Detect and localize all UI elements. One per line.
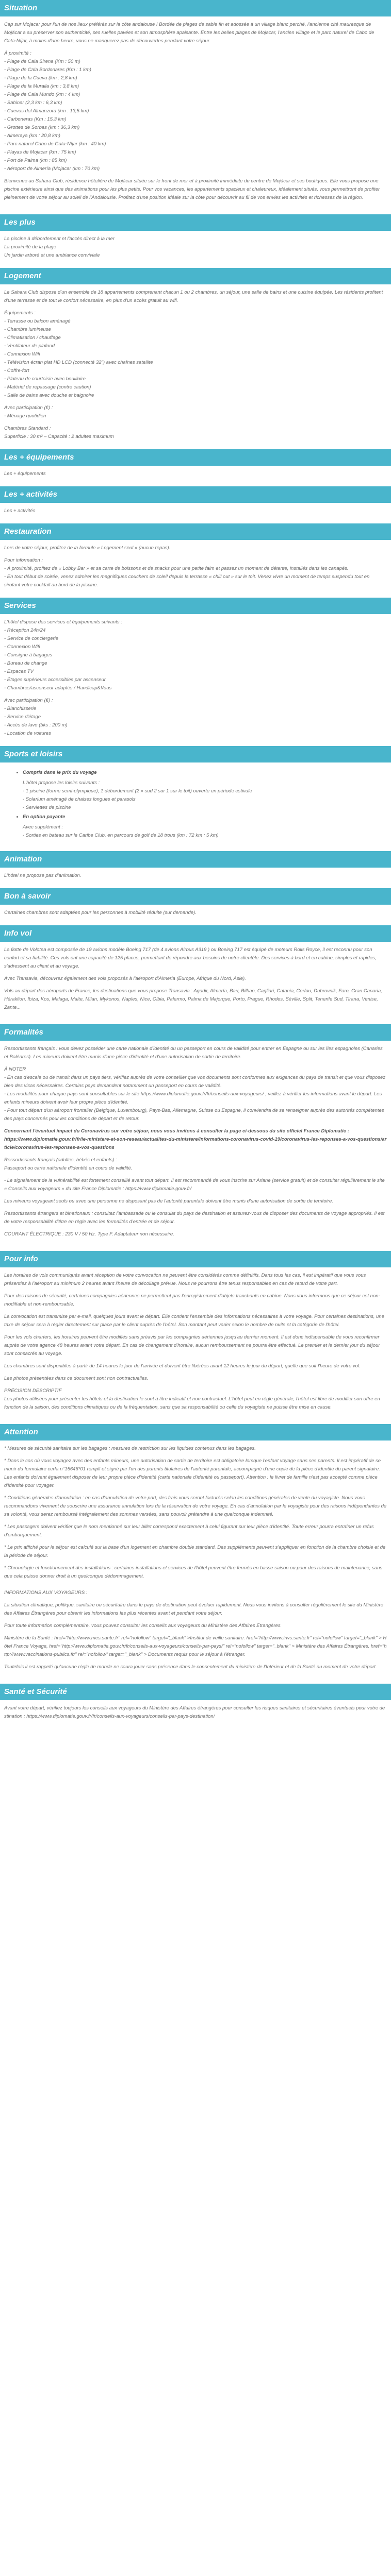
attention-paragraph: La situation climatique, politique, sanitaire ou sécuritaire dans le pays de destination peut évoluer rapidement. Nous vous invitons à consulter régulièrement le site du Ministère des Affaires Étrangères pour obtenir les informations les plus récentes avant et pendant votre séjour.	[4, 1602, 384, 1616]
situation-intro: Cap sur Mojacar pour l'un de nos lieux préférés sur la côte andalouse ! Bordée de plages de sable fin et adossée à un village blanc perché, l'ancienne cité mauresque de Mojácar a su préserver son authenticité, ses ruelles pavées et son atmosphère apaisante. Entre les belles plages de Mojacar, l'ancien village et le parc naturel de Cabo de Gata-Níjar, à moins d'une heure, vous ne manquerez pas de découvertes pendant votre séjour.	[4, 22, 374, 44]
activites-text: Les + activités	[4, 508, 36, 514]
list-item: - Port de Palma (km : 85 km)	[4, 158, 67, 163]
situation-around-list	[4, 58, 387, 173]
list-item: - Solarium aménagé de chaises longues et parasols	[23, 796, 136, 802]
section-title-bon-savoir: Bon à savoir	[0, 888, 391, 905]
section-restauration	[0, 523, 391, 598]
section-title-attention: Attention	[0, 1424, 391, 1440]
sante-paragraph: Avant votre départ, vérifiez toujours les conseils aux voyageurs du Ministère des Affaires étrangères pour consulter les risques sanitaires et sécuritaires éventuels pour votre destination : https://www.diplomatie.gouv.fr/fr/conseils-aux-voyageurs/conseils-par-pays-destination/	[4, 1705, 385, 1719]
list-item: - Étages supérieurs accessibles par ascenseur	[4, 677, 106, 683]
logement-equip-list	[4, 317, 387, 400]
section-sante	[0, 1684, 391, 1733]
list-item: - Consigne à bagages	[4, 652, 52, 658]
section-title-situation: Situation	[0, 0, 391, 16]
services-paid-list	[4, 705, 387, 738]
section-title-pour-info: Pour info	[0, 1251, 391, 1267]
list-item: - Sabinar (2,3 km : 6,3 km)	[4, 100, 62, 106]
list-item: - Terrasse ou balcon aménagé	[4, 318, 71, 324]
list-item: - Plage de Cala Bordonares (Km : 1 km)	[4, 67, 91, 73]
services-intro: L'hôtel dispose des services et équipements suivants :	[4, 619, 122, 625]
pour-info-paragraph: Pour les vols charters, les horaires peuvent être modifiés sans préavis par les compagnies aériennes jusqu'au dernier moment. Il est donc indispensable de vous reconfirmer auprès de votre agence 48 heures avant votre départ. En cas de changement d'horaire, aucun remboursement ne pourra être effectué. Le premier et le dernier jour du séjour sont consacrés au voyage.	[4, 1334, 380, 1357]
list-item: - Almeraya (km : 20,8 km)	[4, 133, 60, 139]
attention-paragraph: * Mesures de sécurité sanitaire sur les bagages : mesures de restriction sur les liquides contenus dans les bagages.	[4, 1446, 256, 1451]
attention-paragraph: * Conditions générales d'annulation : en cas d'annulation de votre part, des frais vous seront facturés selon les conditions générales de vente du voyagiste. Nous vous recommandons vivement de souscrire une assurance annulation lors de la réservation de votre voyage. En cas d'annulation par le voyagiste pour des raisons indépendantes de sa volonté, vous serez remboursé intégralement des sommes versées, sans pouvoir prétendre à une quelconque indemnité.	[4, 1495, 387, 1517]
section-logement	[0, 268, 391, 449]
formalites-paragraph: - En cas d'escale ou de transit dans un pays tiers, vérifiez auprès de votre conseiller que vos documents sont conformes aux exigences du pays de transit et que vous disposez bien des visas nécessaires. Certains pays demandent notamment un passeport en cours de validité.	[4, 1075, 385, 1089]
list-item: - Grottes de Sorbas (km : 36,3 km)	[4, 125, 80, 130]
pour-info-paragraph: La convocation est transmise par e-mail, quelques jours avant le départ. Elle contient l'ensemble des informations nécessaires à votre voyage. Pour certaines destinations, une taxe de séjour sera à régler directement sur place par le client auprès de l'hôtel. Son montant peut varier selon le nombre de nuits et la catégorie de l'hôtel.	[4, 1314, 384, 1328]
section-title-formalites: Formalités	[0, 1024, 391, 1041]
pour-info-paragraph: Les horaires de vols communiqués avant réception de votre convocation ne peuvent être considérés comme définitifs. Dans tous les cas, il est impératif que vous vous présentiez à l'aéroport au minimum 2 heures avant l'heure de décollage prévue. Nous ne pourrons être tenus responsables en cas de retard de votre part.	[4, 1273, 366, 1286]
section-plus	[0, 214, 391, 268]
formalites-paragraph: - Le signalement de la vulnérabilité est fortement conseillé avant tout départ. Il est recommandé de vous inscrire sur Ariane (service gratuit) et de consulter régulièrement le site « Conseils aux voyageurs » du site France Diplomatie : https://www.diplomatie.gouv.fr/	[4, 1178, 385, 1192]
section-attention	[0, 1424, 391, 1684]
logement-capacity-label: Chambres Standard :	[4, 426, 51, 431]
pour-info-paragraph: Les photos utilisées pour présenter les hôtels et la destination le sont à titre indicatif et non contractuel. L'hôtel peut en règle générale, l'hôtel est libre de modifier son offre en fonction de la saison, des conditions climatiques ou de la fréquentation, sans que sa responsabilité ou celle du voyagiste ne puisse être mise en cause.	[4, 1396, 380, 1410]
list-item: - Climatisation / chauffage	[4, 335, 61, 341]
sports-included-label: Compris dans le prix du voyage	[23, 770, 97, 775]
logement-equip-label: Équipements :	[4, 310, 36, 316]
list-item: - Télévision écran plat HD LCD (connecté 32") avec chaînes satellite	[4, 360, 153, 365]
situation-around-label: À proximité :	[4, 50, 31, 56]
list-item: - Chambres/ascenseur adaptés / Handicap&Vous	[4, 685, 112, 691]
services-list	[4, 626, 387, 692]
list-item: - Accès de lavo (bks : 200 m)	[4, 722, 68, 728]
section-animation	[0, 851, 391, 888]
list-item: - Connexion Wifi	[4, 351, 40, 357]
formalites-paragraph: - Les modalités pour chaque pays sont consultables sur le site https://www.diplomatie.gouv.fr/fr/conseils-aux-voyageurs/ ; veillez à vérifier les informations avant le départ. Les enfants mineurs doivent avoir leur propre pièce d'identité.	[4, 1091, 382, 1105]
logement-paid-label: Avec participation (€) :	[4, 405, 53, 411]
plus-item: Un jardin arboré et une ambiance conviviale	[4, 252, 100, 258]
list-item: - Plage de la Muralla (km : 3,8 km)	[4, 83, 79, 89]
formalites-paragraph: Ressortissants français : vous devez posséder une carte nationale d'identité ou un passeport en cours de validité pour entrer en Espagne ou sur les îles espagnoles (Canaries et Baléares). Les mineurs doivent être munis d'une pièce d'identité et d'une autorisation de sortie de territoire.	[4, 1046, 383, 1060]
section-title-sports: Sports et loisirs	[0, 746, 391, 762]
section-activites	[0, 486, 391, 523]
list-item: L'hôtel propose les loisirs suivants :	[23, 780, 100, 786]
list-item: - Réception 24h/24	[4, 628, 46, 633]
logement-intro: Le Sahara Club dispose d'un ensemble de 18 appartements comprenant chacun 1 ou 2 chambres, un séjour, une salle de bains et une cuisine équipée. Les résidents profitent d'une terrasse et de tout le confort nécessaire, en plus d'un accès gratuit au wifi.	[4, 290, 383, 303]
situation-outro: Bienvenue au Sahara Club, résidence hôtelière de Mojácar située sur le front de mer et à proximité immédiate du centre de Mojácar et ses boutiques. Elle vous propose une piscine extérieure ainsi que des animations pour les plus petits. Pour vos vacances, les appartements spacieux et chaleureux, idéalement situés, vous permettront de profiter pleinement de votre séjour au soleil de l'Andalousie. Profitez d'une position idéale sur la côte pour découvrir au fil de vos envies les activités et richesses de la région.	[4, 178, 380, 200]
plus-item: La piscine à débordement et l'accès direct à la mer	[4, 236, 115, 242]
sports-optional-sub-label: Avec supplément :	[23, 824, 63, 830]
list-item: - Chambre lumineuse	[4, 327, 51, 332]
formalites-paragraph: Les mineurs voyageant seuls ou avec une personne ne disposant pas de l'autorité parentale doivent être munis d'une autorisation de sortie de territoire.	[4, 1198, 333, 1204]
attention-info-label: INFORMATIONS AUX VOYAGEURS :	[4, 1590, 88, 1596]
section-situation	[0, 0, 391, 214]
info-vol-paragraph: Avec Transavia, découvrez également des vols proposés à l'aéroport d'Almeria (Europe, Afrique du Nord, Asie).	[4, 976, 246, 981]
section-title-animation: Animation	[0, 851, 391, 868]
attention-paragraph: Pour toute information complémentaire, vous pouvez consulter les conseils aux voyageurs du Ministère des Affaires Étrangères.	[4, 1623, 282, 1629]
list-item: - Espaces TV	[4, 669, 34, 674]
equipements-text: Les + équipements	[4, 471, 46, 477]
list-item: - Location de voitures	[4, 731, 51, 736]
section-title-activites: Les + activités	[0, 486, 391, 503]
section-title-restauration: Restauration	[0, 523, 391, 540]
section-services	[0, 598, 391, 746]
restauration-line: Pour information :	[4, 557, 43, 563]
list-item: - Connexion Wifi	[4, 644, 40, 650]
formalites-covid-link[interactable]: https://www.diplomatie.gouv.fr/fr/le-ministere-et-son-reseau/actualites-du-ministere/informations-coronavirus-covid-19/coronavirus-les-reponses-a-vos-questions/article/coronavirus-les-reponses-a-vos-questions	[4, 1137, 387, 1150]
formalites-paragraph: Passeport ou carte nationale d'identité en cours de validité.	[4, 1165, 133, 1171]
attention-paragraph: * Chronologie et fonctionnement des installations : certaines installations et services de l'hôtel peuvent être fermés en basse saison ou pour des raisons de maintenance, sans que cela puisse donner droit à un quelconque dédommagement.	[4, 1565, 383, 1579]
section-title-info-vol: Info vol	[0, 925, 391, 942]
list-item: - Serviettes de piscine	[23, 805, 71, 810]
pour-info-paragraph: Les photos présentées dans ce document sont non contractuelles.	[4, 1376, 149, 1381]
info-vol-paragraph: Vols au départ des aéroports de France, les destinations que vous propose Transavia : Agadir, Almería, Bari, Bilbao, Cagliari, Catania, Corfou, Dubrovnik, Faro, Gran Canaria, Héraklion, Ibiza, Kos, Malaga, Malte, Milan, Mykonos, Naples, Nice, Olbia, Palermo, Palma de Majorque, Porto, Prague, Rhodes, Séville, Split, Tenerife Sud, Tirana, Venise, Zante...	[4, 988, 382, 1010]
formalites-paragraph: COURANT ÉLECTRIQUE : 230 V / 50 Hz. Type F. Adaptateur non nécessaire.	[4, 1231, 174, 1237]
formalites-covid-text: Concernant l'éventuel impact du Coronavirus sur votre séjour, nous vous invitons à consulter la page ci-dessous du site officiel France Diplomatie :	[4, 1128, 349, 1134]
section-title-services: Services	[0, 598, 391, 614]
section-title-logement: Logement	[0, 268, 391, 284]
list-item: - Service de conciergerie	[4, 636, 59, 641]
pour-info-paragraph: Pour des raisons de sécurité, certaines compagnies aériennes ne permettent pas l'enregistrement d'objets tranchants en cabine. Nous vous informons que ce séjour est non-modifiable et non-remboursable.	[4, 1293, 380, 1307]
services-paid-label: Avec participation (€) :	[4, 698, 53, 703]
bon-savoir-text: Certaines chambres sont adaptées pour les personnes à mobilité réduite (sur demande).	[4, 910, 197, 916]
restauration-line: - En tout début de soirée, venez admirer les magnifiques couchers de soleil depuis la terrasse « chill out » sur le toit. Venez vivre un moment de temps suspendu tout en sirotant votre cocktail au bord de la piscine.	[4, 574, 370, 588]
section-title-equipements: Les + équipements	[0, 449, 391, 466]
pour-info-precision-label: PRÉCISION DESCRIPTIF	[4, 1388, 62, 1394]
restauration-line: Lors de votre séjour, profitez de la formule « Logement seul » (aucun repas).	[4, 545, 171, 551]
attention-paragraph: * Dans le cas où vous voyagez avec des enfants mineurs, une autorisation de sortie de territoire est obligatoire lorsque l'enfant voyage sans ses parents. Il est impératif de se munir du formulaire cerfa n°15646*01 rempli et signé par l'un des parents titulaires de l'autorité parentale, accompagné d'une copie de la pièce d'identité du parent signataire. Les enfants doivent également disposer de leur propre pièce d'identité (carte nationale d'identité ou passeport). Attention : le livret de famille n'est pas accepté comme pièce d'identité pour voyager.	[4, 1458, 381, 1488]
list-item: - Salle de bains avec douche et baignoire	[4, 393, 94, 398]
section-pour-info	[0, 1251, 391, 1424]
logement-capacity: Superficie : 30 m² – Capacité : 2 adultes maximum	[4, 434, 114, 439]
list-item: - Parc naturel Cabo de Gata-Níjar (km : 40 km)	[4, 141, 106, 147]
list-item: - Plage de Cala Mundo (km : 4 km)	[4, 92, 80, 97]
list-item: - Matériel de repassage (contre caution)	[4, 384, 91, 390]
sports-optional	[23, 813, 387, 840]
attention-paragraph: * Le prix affiché pour le séjour est calculé sur la base d'un logement en chambre double standard. Des suppléments peuvent s'appliquer en fonction de la chambre choisie et de la période de séjour.	[4, 1545, 386, 1558]
section-equipements	[0, 449, 391, 486]
list-item: - Ventilateur de plafond	[4, 343, 55, 349]
list-item: - Aéroport de Almería (Mojacar (km : 70 km)	[4, 166, 100, 172]
restauration-line: - À proximité, profitez de « Lobby Bar » et sa carte de boissons et de snacks pour une petite faim et passez un moment de détente, installés dans les canapés.	[4, 566, 349, 571]
attention-paragraph: Toutefois il est rappelé qu'aucune règle de monde ne saura jouer sans présence dans le consentement du ministère de l'Intérieur et de la Santé au moment de votre départ.	[4, 1664, 377, 1670]
section-bon-savoir	[0, 888, 391, 925]
section-title-sante: Santé et Sécurité	[0, 1684, 391, 1700]
list-item: - Plage de Cala Sirena (Km : 50 m)	[4, 59, 80, 64]
section-title-plus: Les plus	[0, 214, 391, 231]
section-info-vol	[0, 925, 391, 1024]
list-item: - Carboneras (Km : 15,3 km)	[4, 116, 67, 122]
sports-included	[23, 769, 387, 812]
list-item: - 1 piscine (forme semi-olympique), 1 débordement (2 » sud 2 sur 1 sur le toit) ouverte en période estivale	[23, 788, 252, 794]
logement-paid-item: - Ménage quotidien	[4, 413, 46, 419]
section-formalites	[0, 1024, 391, 1251]
list-item: - Plateau de courtoisie avec bouilloire	[4, 376, 86, 382]
formalites-paragraph: Ressortissants étrangers et binationaux : consultez l'ambassade ou le consulat du pays de destination et assurez-vous de disposer des documents de voyage appropriés. Il est de votre responsabilité d'être en règle avec les formalités d'entrée et de séjour.	[4, 1211, 385, 1225]
pour-info-paragraph: Les chambres sont disponibles à partir de 14 heures le jour de l'arrivée et doivent être libérées avant 12 heures le jour du départ, quelle que soit l'heure de votre vol.	[4, 1363, 361, 1369]
formalites-paragraph: Ressortissants français (adultes, bébés et enfants) :	[4, 1157, 117, 1163]
info-vol-paragraph: La flotte de Volotea est composée de 19 avions modèle Boeing 717 (de 4 avions Airbus A319 ) ou Boeing 717 est équipé de moteurs Rolls Royce, il est reconnu pour son confort et sa fiabilité. Ces vols ont une capacité de 125 places, permettant de répondre aux besoins de notre clientèle. Des services à bord et en cabine, simples et rapides, s'adressent au client et au voyage.	[4, 947, 377, 969]
list-item: - Cuevas del Almanzora (km : 13,5 km)	[4, 108, 89, 114]
sports-optional-label: En option payante	[23, 814, 66, 820]
list-item: - Blanchisserie	[4, 706, 37, 711]
formalites-paragraph: - Pour tout départ d'un aéroport frontalier (Belgique, Luxembourg), Pays-Bas, Allemagne, Suisse ou Espagne, il conviendra de se renseigner auprès des autorités compétentes des pays concernés pour les conditions de départ et de retour.	[4, 1108, 384, 1122]
list-item: - Bureau de change	[4, 660, 47, 666]
sports-list	[4, 769, 387, 840]
list-item: - Coffre-fort	[4, 368, 29, 374]
list-item: - Plage de la Cueva (km : 2,8 km)	[4, 75, 77, 81]
list-item: - Sorties en bateau sur le Caribe Club, en parcours de golf de 18 trous (km : 72 km : 5 km)	[23, 833, 219, 838]
section-sports	[0, 746, 391, 851]
list-item: - Playas de Mojacar (km : 75 km)	[4, 149, 76, 155]
animation-text: L'hôtel ne propose pas d'animation.	[4, 873, 82, 878]
attention-paragraph: * Les passagers doivent vérifier que le nom mentionné sur leur billet correspond exactement à celui figurant sur leur pièce d'identité. Toute erreur pourra entraîner un refus d'embarquement.	[4, 1524, 374, 1538]
attention-links[interactable]: Ministère de la Santé : href="http://www.mes.sante.fr" rel="nofollow" target="_blank" >Institut de veille sanitaire. href="http://www.invs.sante.fr" rel="nofollow" target="_blank" > Hôtel France Voyage, href="http://www.diplomatie.gouv.fr/fr/conseils-aux-voyageurs/conseils-par-pays/" rel="nofollow" target="_blank" > Ministère des Affaires Étrangères. href="http://www.vaccinations-publics.fr/" rel="nofollow" target="_blank" > Documents requis pour le séjour à l'étranger.	[4, 1635, 387, 1657]
plus-item: La proximité de la plage	[4, 244, 56, 250]
list-item: - Service d'étage	[4, 714, 41, 720]
formalites-note-label: À NOTER	[4, 1066, 26, 1072]
